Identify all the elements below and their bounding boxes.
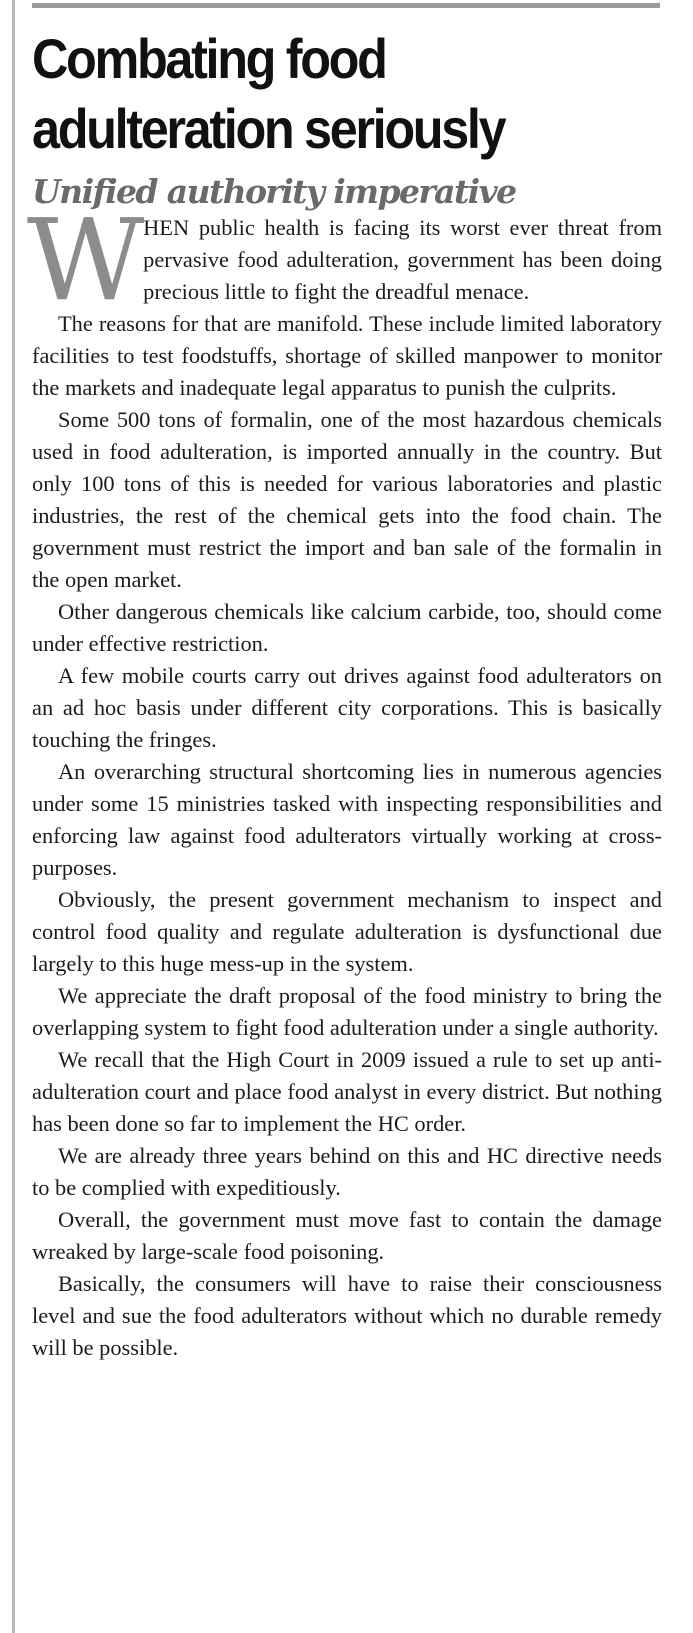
paragraph: We appreciate the draft proposal of the food ministry to bring the overlapping system to fight food adulteration under a single authority. <box>32 983 662 1040</box>
paragraph: Overall, the government must move fast to contain the damage wreaked by large-scale food poisoning. <box>32 1207 662 1264</box>
paragraph: We are already three years behind on this and HC directive needs to be complied with expeditiously. <box>32 1143 662 1200</box>
headline <box>32 24 680 164</box>
top-rule <box>32 3 660 8</box>
paragraph: Some 500 tons of formalin, one of the most hazardous chemicals used in food adulteration, is imported annually in the country. But only 100 tons of this is needed for various laboratories and plastic industries, the rest of the chemical gets into the food chain. The government must restrict the import and ban sale of the formalin in the open market. <box>32 407 662 592</box>
drop-cap: W <box>26 196 139 326</box>
paragraph: We recall that the High Court in 2009 issued a rule to set up anti-adulteration court and place food analyst in every district. But nothing has been done so far to implement the HC order. <box>32 1047 662 1136</box>
lead-paragraph <box>26 196 662 326</box>
paragraph: Other dangerous chemicals like calcium carbide, too, should come under effective restriction. <box>32 599 662 656</box>
article-body <box>26 196 662 1364</box>
subheadline: Unified authority imperative <box>32 172 516 211</box>
paragraph: An overarching structural shortcoming lies in numerous agencies under some 15 ministries tasked with inspecting responsibilities and enforcing law against food adulterators virtually working at cross-purposes. <box>32 759 662 880</box>
lead-text: HEN public health is facing its worst ever threat from pervasive food adulteration, government has been doing precious little to fight the dreadful menace. <box>143 215 662 304</box>
left-column-rule <box>12 0 15 1633</box>
headline-line-1: Combating food <box>32 27 386 90</box>
paragraph: The reasons for that are manifold. These include limited laboratory facilities to test foodstuffs, shortage of skilled manpower to monitor the markets and inadequate legal apparatus to punish the culprits. <box>32 311 662 400</box>
paragraph: Basically, the consumers will have to raise their consciousness level and sue the food adulterators without which no durable remedy will be possible. <box>32 1271 662 1360</box>
editorial-article <box>26 24 662 1364</box>
headline-line-2: adulteration seriously <box>32 97 505 160</box>
paragraph: A few mobile courts carry out drives against food adulterators on an ad hoc basis under different city corporations. This is basically touching the fringes. <box>32 663 662 752</box>
paragraph: Obviously, the present government mechanism to inspect and control food quality and regulate adulteration is dysfunctional due largely to this huge mess-up in the system. <box>32 887 662 976</box>
